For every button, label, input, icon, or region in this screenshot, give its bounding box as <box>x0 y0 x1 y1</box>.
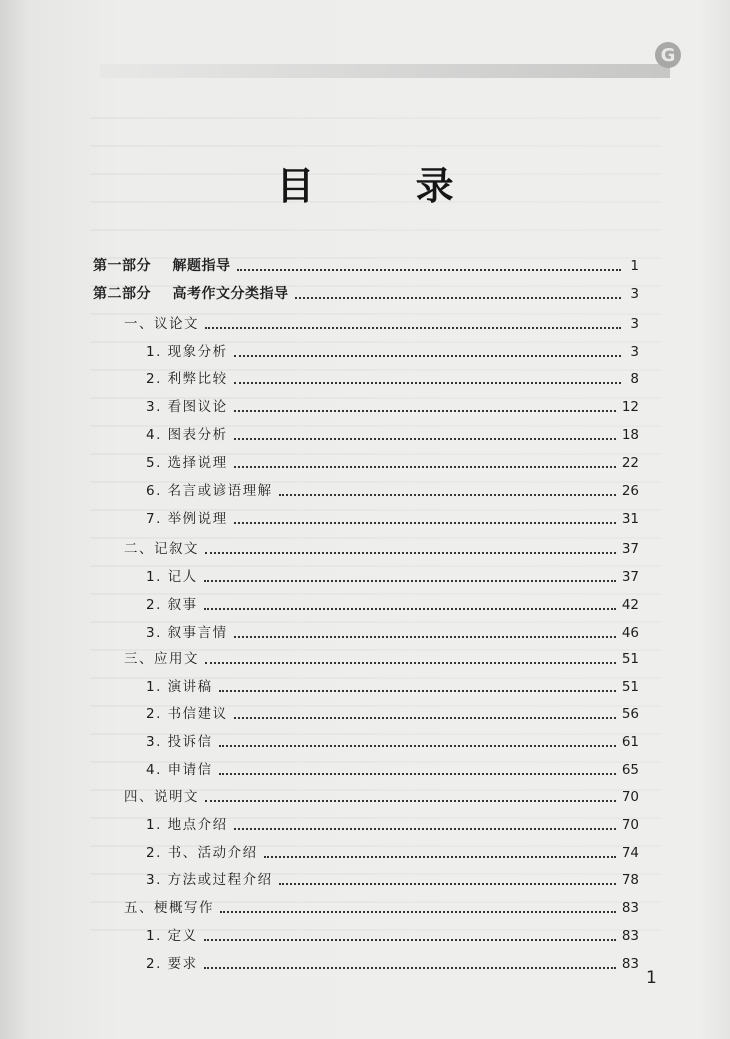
toc-entry-page: 70 <box>621 817 639 833</box>
toc-entry <box>93 620 639 642</box>
toc-entry-label: 3. 投诉信 <box>146 734 213 750</box>
toc-entry-page: 74 <box>621 845 639 861</box>
toc-entry-label: 1. 记人 <box>146 569 198 585</box>
toc-entry <box>93 674 639 696</box>
toc-entry-page: 31 <box>621 511 639 527</box>
toc-entry-page: 12 <box>621 399 639 415</box>
toc-entry-label: 五、梗概写作 <box>124 900 214 916</box>
toc-entry-page: 3 <box>630 286 639 302</box>
dot-leader <box>234 438 616 440</box>
toc-entry-label: 第一部分 解题指导 <box>93 258 231 274</box>
page-title: 目 录 <box>276 163 498 208</box>
toc-entry <box>93 729 639 751</box>
toc-entry <box>93 394 639 416</box>
toc-entry-page: 37 <box>621 541 639 557</box>
toc-entry-page: 51 <box>621 651 639 667</box>
toc-entry-page: 61 <box>621 734 639 750</box>
toc-entry <box>93 311 639 333</box>
dot-leader <box>204 608 616 610</box>
toc-entry-label: 1. 现象分析 <box>146 344 228 360</box>
dot-leader <box>219 690 616 692</box>
dot-leader <box>205 800 616 802</box>
dot-leader <box>264 856 616 858</box>
dot-leader <box>219 745 616 747</box>
toc-entry-label: 5. 选择说理 <box>146 455 228 471</box>
toc-entry <box>93 757 639 779</box>
toc-entry <box>93 366 639 388</box>
toc-entry-page: 18 <box>621 427 639 443</box>
dot-leader <box>295 297 622 299</box>
toc-entry-label: 3. 方法或过程介绍 <box>146 872 273 888</box>
toc-entry-label: 4. 申请信 <box>146 762 213 778</box>
dot-leader <box>279 883 616 885</box>
toc-entry <box>93 895 639 917</box>
dot-leader <box>219 773 616 775</box>
toc-entry <box>93 422 639 444</box>
toc-entry-page: 26 <box>621 483 639 499</box>
toc-entry <box>93 450 639 472</box>
dot-leader <box>205 662 616 664</box>
toc-entry-label: 2. 叙事 <box>146 597 198 613</box>
toc-entry-label: 3. 看图议论 <box>146 399 228 415</box>
toc-entry-label: 2. 书、活动介绍 <box>146 845 258 861</box>
toc-entry-label: 4. 图表分析 <box>146 427 228 443</box>
toc-entry <box>93 339 639 361</box>
toc-entry <box>93 253 639 275</box>
toc-entry-label: 三、应用文 <box>124 651 199 667</box>
toc-entry <box>93 701 639 723</box>
series-logo: G <box>655 42 681 68</box>
toc-entry-label: 6. 名言或谚语理解 <box>146 483 273 499</box>
toc-entry-label: 1. 地点介绍 <box>146 817 228 833</box>
running-header-band <box>100 64 670 78</box>
dot-leader <box>205 327 621 329</box>
toc-entry <box>93 281 639 303</box>
toc-entry-label: 第二部分 高考作文分类指导 <box>93 286 289 302</box>
toc-entry-label: 2. 书信建议 <box>146 706 228 722</box>
toc-entry-page: 37 <box>621 569 639 585</box>
toc-entry-page: 3 <box>630 316 639 332</box>
toc-entry-page: 65 <box>621 762 639 778</box>
dot-leader <box>234 717 616 719</box>
toc-entry <box>93 564 639 586</box>
dot-leader <box>234 522 616 524</box>
dot-leader <box>237 269 622 271</box>
toc-entry-page: 51 <box>621 679 639 695</box>
toc-entry <box>93 840 639 862</box>
dot-leader <box>234 636 616 638</box>
toc-entry-page: 1 <box>630 258 639 274</box>
toc-entry-label: 3. 叙事言情 <box>146 625 228 641</box>
toc-entry <box>93 951 639 973</box>
toc-entry-page: 83 <box>621 928 639 944</box>
dot-leader <box>220 911 616 913</box>
toc-entry-page: 8 <box>630 371 639 387</box>
toc-entry-page: 78 <box>621 872 639 888</box>
toc-entry <box>93 867 639 889</box>
toc-entry-label: 二、记叙文 <box>124 541 199 557</box>
dot-leader <box>279 494 616 496</box>
toc-entry-page: 83 <box>621 900 639 916</box>
toc-entry-page: 56 <box>621 706 639 722</box>
dot-leader <box>204 967 616 969</box>
toc-entry-page: 42 <box>621 597 639 613</box>
dot-leader <box>204 939 616 941</box>
toc-entry <box>93 812 639 834</box>
toc-entry-label: 1. 演讲稿 <box>146 679 213 695</box>
toc-entry-page: 3 <box>630 344 639 360</box>
toc-entry-page: 46 <box>621 625 639 641</box>
toc-entry-label: 2. 利弊比较 <box>146 371 228 387</box>
toc-entry <box>93 592 639 614</box>
dot-leader <box>204 580 616 582</box>
toc-entry <box>93 646 639 668</box>
dot-leader <box>234 466 616 468</box>
dot-leader <box>205 552 616 554</box>
toc-entry <box>93 923 639 945</box>
toc-entry-page: 70 <box>621 789 639 805</box>
toc-entry <box>93 506 639 528</box>
toc-entry <box>93 784 639 806</box>
dot-leader <box>234 410 616 412</box>
dot-leader <box>234 382 621 384</box>
toc-entry <box>93 536 639 558</box>
toc-entry <box>93 478 639 500</box>
toc-entry-label: 一、议论文 <box>124 316 199 332</box>
page-number: 1 <box>646 968 657 988</box>
toc-entry-label: 1. 定义 <box>146 928 198 944</box>
toc-entry-page: 83 <box>621 956 639 972</box>
dot-leader <box>234 828 616 830</box>
toc-entry-label: 四、说明文 <box>124 789 199 805</box>
toc-entry-page: 22 <box>621 455 639 471</box>
toc-entry-label: 2. 要求 <box>146 956 198 972</box>
toc-entry-label: 7. 举例说理 <box>146 511 228 527</box>
dot-leader <box>234 355 621 357</box>
